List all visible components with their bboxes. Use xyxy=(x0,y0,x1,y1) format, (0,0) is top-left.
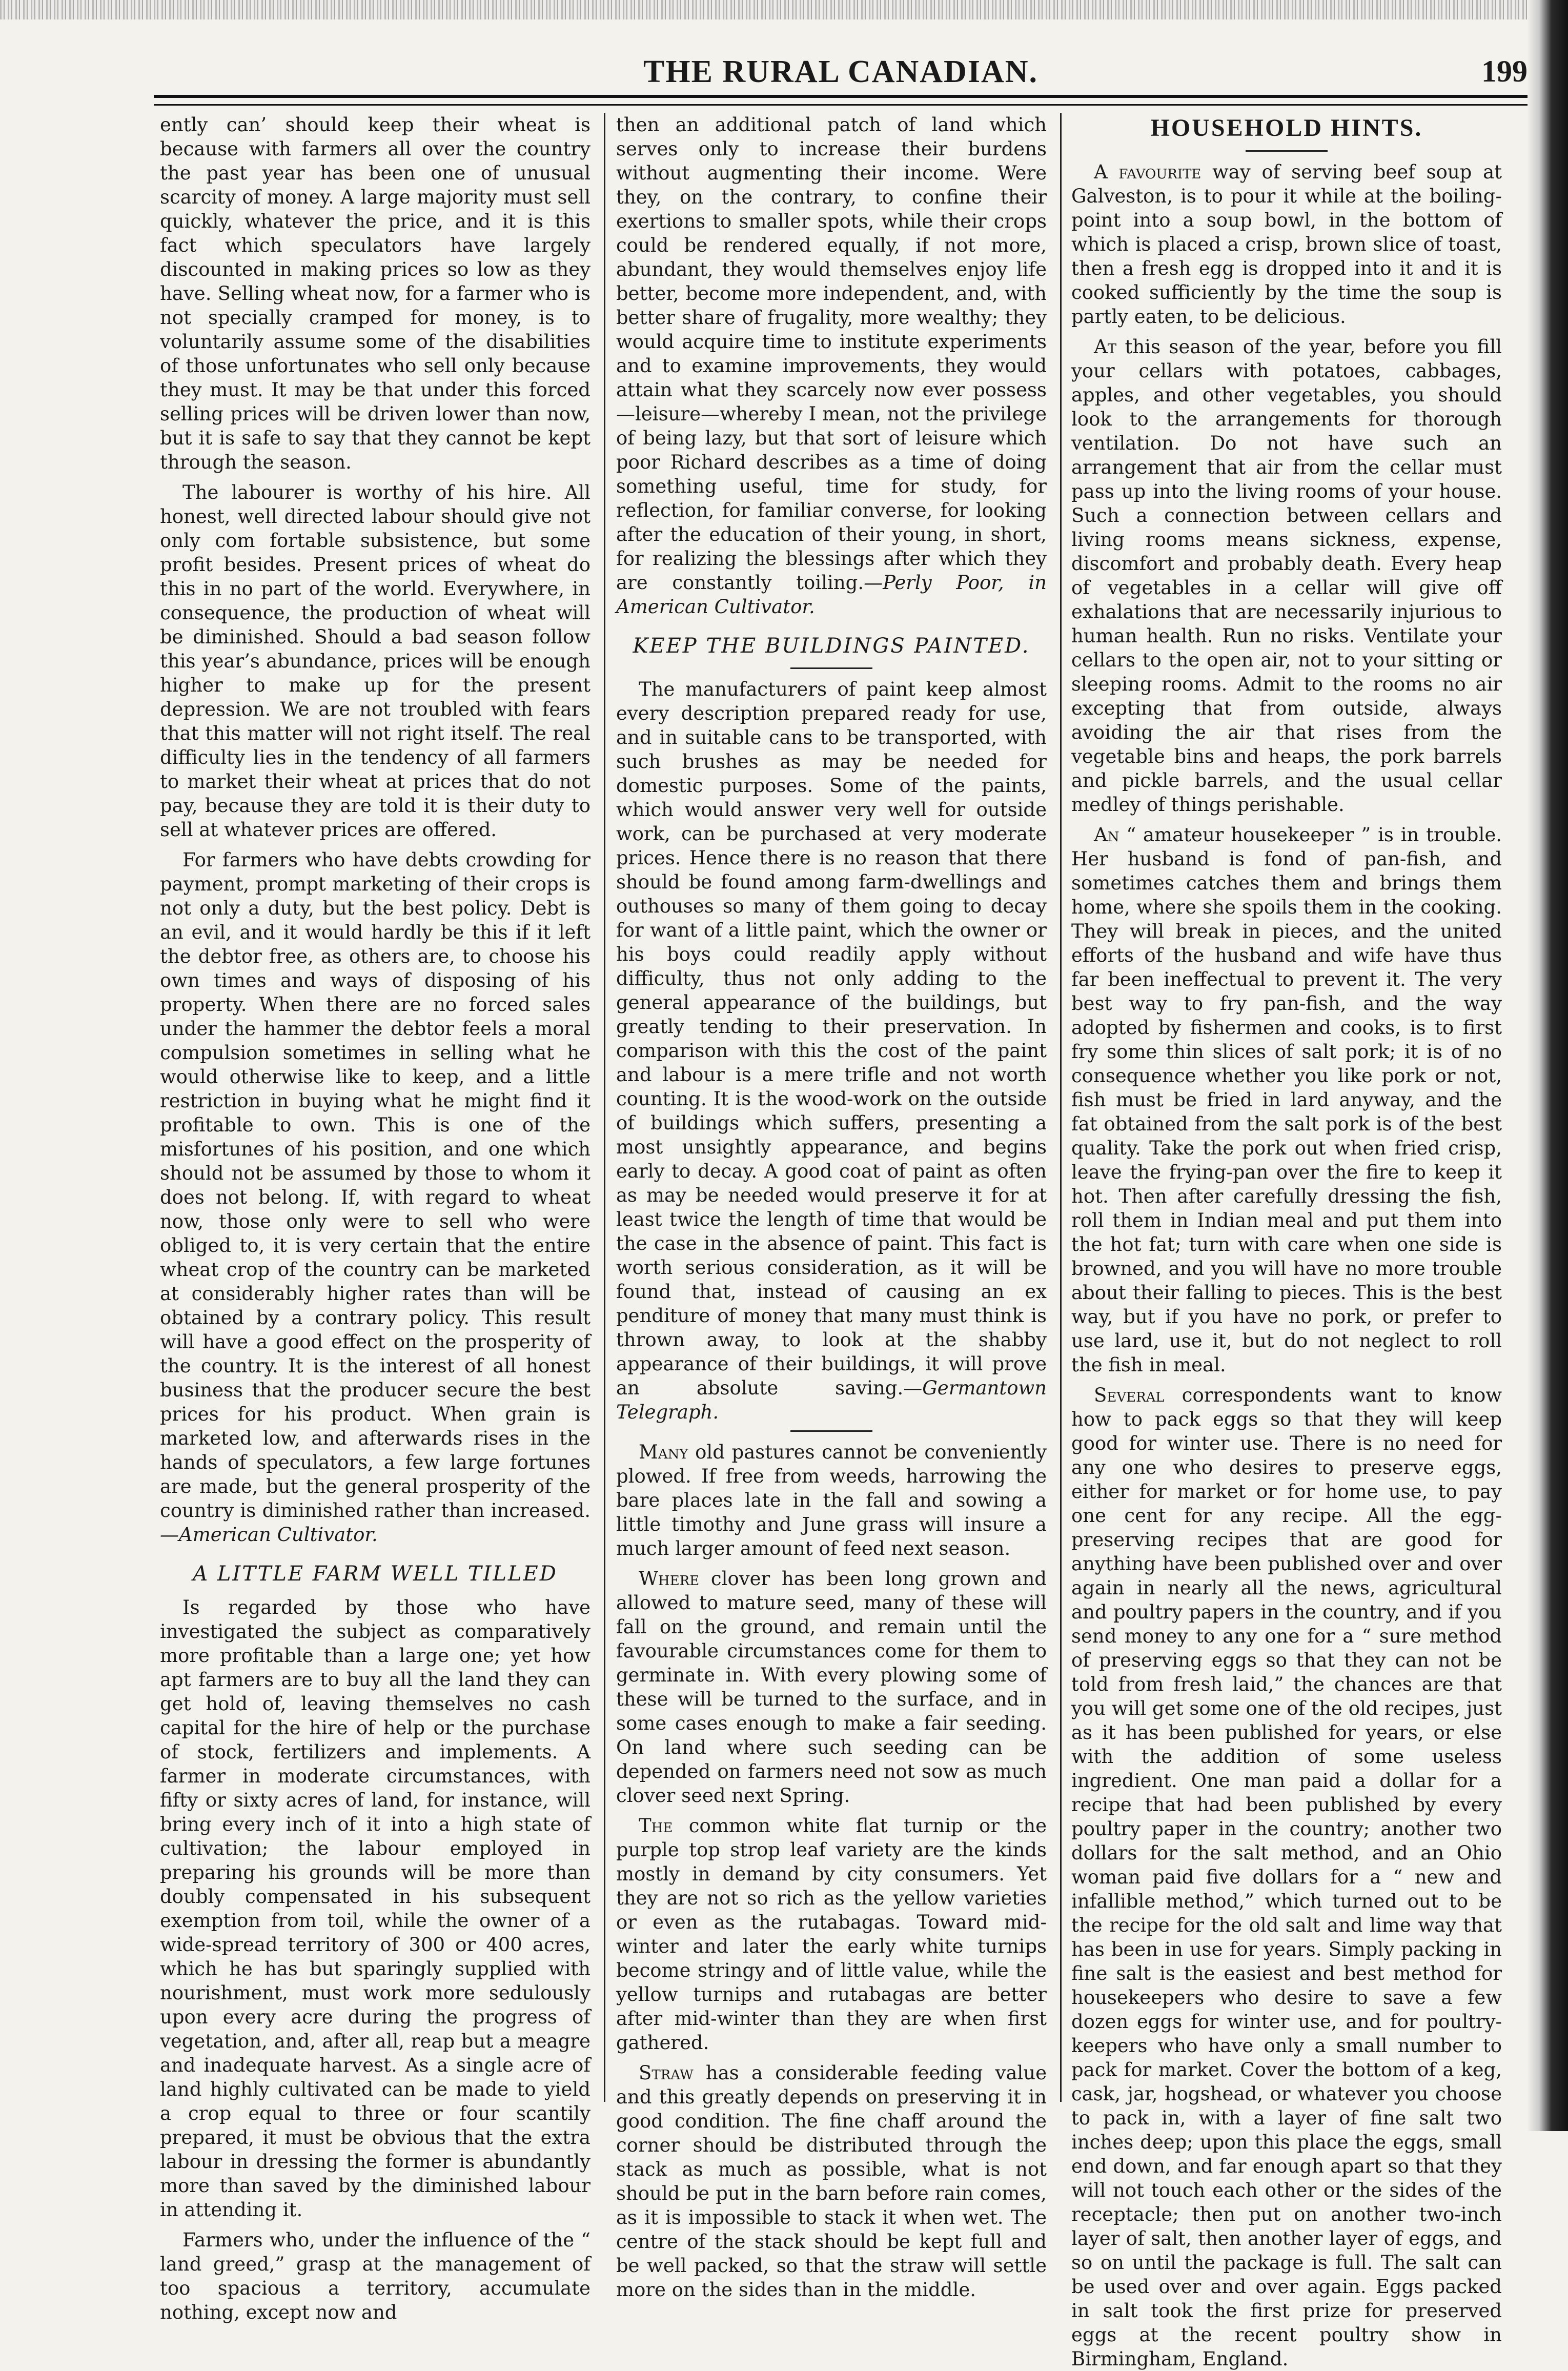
lead-word: Many xyxy=(639,1441,688,1463)
paragraph-text: clover has been long grown and allowed to mature seed, many of these will fall on the ground, and remain until the favourable circumstances come for them to germinate in. With every plowing some of these will be turned to the surface, and in some cases enough to make a fair seeding. On land where such seeding can be depended on farmers need not sow as much clover seed next Spring. xyxy=(616,1568,1047,1807)
article-paragraph xyxy=(616,1814,1047,2055)
article-source: —Germantown Telegraph. xyxy=(616,1377,1047,1423)
column-right xyxy=(1071,113,1502,2370)
lead-word: An xyxy=(1094,824,1119,846)
article-paragraph xyxy=(616,1440,1047,1561)
column-divider xyxy=(604,113,605,2102)
paragraph-text: this season of the year, before you fill your cellars with potatoes, cabbages, apples, and other vegetables, you should look to the arrangements for thorough ventilation. Do not have such an arrangement that air from the cellar must pass up into the living rooms of your house. Such a connection between cellars and living rooms means sickness, expense, discomfort and probably death. Every heap of vegetables in a cellar will give off exhalations that are necessarily injurious to human health. Run no risks. Ventilate your cellars to the open air, not to your sitting or sleeping rooms. Admit to the rooms no air excepting that from outside, always avoiding the air that rises from the vegetable bins and heaps, the pork barrels and pickle barrels, and the usual cellar medley of things perishable. xyxy=(1071,336,1502,816)
paragraph-text: “ amateur housekeeper ” is in trouble. Her husband is fond of pan-fish, and sometimes catches them and brings them home, where she spoils them in the cooking. They will break in pieces, and the united efforts of the husband and wife have thus far been ineffectual to prevent it. The very best way to fry pan-fish, and the way adopted by fishermen and cooks, is to first fry some thin slices of salt pork; it is of no consequence whether you like pork or not, fish must be fried in lard anyway, and the fat obtained from the salt pork is of the best quality. Take the pork out when fried crisp, leave the frying-pan over the fire to keep it hot. Then after carefully dressing the fish, roll them in Indian meal and put them into the hot fat; turn with care when one side is browned, and you will have no more trouble about their falling to pieces. This is the best way, but if you have no pork, or prefer to use lard, use it, but do not neglect to roll the fish in meal. xyxy=(1071,824,1502,1376)
article-paragraph xyxy=(616,677,1047,1424)
page-number: 199 xyxy=(1481,54,1528,88)
paragraph-text: then an additional patch of land which serves only to increase their burdens without augmenting their income. Were they, on the contrary, to confine their exertions to smaller spots, while their crops could be rendered equally, if not more, abundant, they would themselves enjoy life better, become more independent, and, with better share of frugality, more wealthy; they would acquire time to institute experiments and to examine improvements, they would attain what they scarcely now ever possess—leisure—whereby I mean, not the privilege of being lazy, but that sort of leisure which poor Richard describes as a time of doing something useful, time for study, for reflection, for familiar converse, for looking after the education of their young, in short, for realizing the blessings after which they are constantly toiling. xyxy=(616,114,1047,594)
paragraph-text: has a considerable feeding value and this greatly depends on preserving it in good condition. The fine chaff around the corner should be distributed through the stack as much as possible, what is not should be put in the barn before rain comes, as it is impossible to stack it when wet. The centre of the stack should be kept full and be well packed, so that the straw will settle more on the sides than in the middle. xyxy=(616,2062,1047,2301)
paragraph-text: common white flat turnip or the purple top strop leaf variety are the kinds mostly in demand by city consumers. Yet they are not so rich as the yellow varieties or even as the rutabagas. Toward mid-winter and later the early white turnips become stringy and of little value, while the yellow turnips and rutabagas are better after mid-winter than they are when first gathered. xyxy=(616,1815,1047,2054)
section-rule xyxy=(790,1430,872,1432)
paragraph-text: The manufacturers of paint keep almost every description prepared ready for use, and in suitable cans to be transported, with such brushes as may be needed for domestic purposes. Some of the paints, which would answer very well for outside work, can be purchased at very moderate prices. Hence there is no reason that there should be found among farm-dwellings and outhouses so many of them going to decay for want of a little paint, which the owner or his boys could readily apply without difficulty, thus not only adding to the general appearance of the buildings, but greatly tending to their preservation. In comparison with this the cost of the paint and labour is a mere trifle and not worth counting. It is the wood-work on the outside of buildings which suffers, presenting a most unsightly appearance, and begins early to decay. A good coat of paint as often as may be needed would preserve it for at least twice the length of time that would be the case in the absence of paint. This fact is worth serious consideration, as it will be found that, instead of causing an ex penditure of money that many must think is thrown away, to look at the shabby appearance of their buildings, it will prove an absolute saving. xyxy=(616,678,1047,1399)
column-middle xyxy=(616,113,1047,2301)
article-paragraph: The labourer is worthy of his hire. All honest, well directed labour should give not only com fortable subsistence, but some profit besides. Present prices of wheat do this in no part of the world. Everywhere, in consequence, the production of wheat will be diminished. Should a bad season follow this year’s abundance, prices will be enough higher to make up for the present depression. We are not troubled with fears that this matter will not right itself. The real difficulty lies in the tendency of all farmers to market their wheat at prices that do not pay, because they are told it is their duty to sell at whatever prices are offered. xyxy=(160,481,590,841)
heading-rule xyxy=(1246,150,1328,152)
article-paragraph: Farmers who, under the influence of the “ land greed,” grasp at the management of too spacious a territory, accumulate nothing, except now and xyxy=(160,2229,590,2323)
article-paragraph xyxy=(1071,160,1502,329)
article-heading: KEEP THE BUILDINGS PAINTED. xyxy=(633,634,1030,658)
article-paragraph xyxy=(1071,823,1502,1377)
column-left xyxy=(160,113,590,2323)
lead-word: Where xyxy=(639,1568,700,1590)
article-paragraph xyxy=(1071,1383,1502,2371)
article-source: —Perly Poor, in American Cultivator. xyxy=(616,572,1047,618)
section-heading: HOUSEHOLD HINTS. xyxy=(1150,114,1423,141)
lead-word: The xyxy=(639,1815,673,1837)
article-paragraph: ently can’ should keep their wheat is because with farmers all over the country the past year has been one of unusual scarcity of money. A large majority must sell quickly, whatever the price, and it is this fact which speculators have largely discounted in making prices so low as they have. Selling wheat now, for a farmer who is not specially cramped for money, is to voluntarily assume some of the disabilities of those unfortunates who sell only because they must. It may be that under this forced selling prices will be driven lower than now, but it is safe to say that they cannot be kept through the season. xyxy=(160,114,590,473)
paragraph-text: correspondents want to know how to pack eggs so that they will keep good for winter use. There is no need for any one who desires to preserve eggs, either for market or for home use, to pay one cent for any recipe. All the egg-preserving recipes that are good for anything have been published over and over again in nearly all the news, agricultural and poultry papers in the country, and if you send money to any one for a “ sure method of preserving eggs so that they can not be told from fresh laid,” the chances are that you will get some one of the old recipes, just as it has been published for years, or else with the addition of some useless ingredient. One man paid a dollar for a recipe that had been published by every poultry paper in the country; another two dollars for the salt method, and an Ohio woman paid five dollars for a “ new and infallible method,” which turned out to be the recipe for the old salt and lime way that has been in use for years. Simply packing in fine salt is the easiest and best method for housekeepers who desire to save a few dozen eggs for winter use, and for poultry-keepers who have only a small number to pack for market. Cover the bottom of a keg, cask, jar, hogshead, or whatever you choose to pack in, with a layer of fine salt two inches deep; upon this place the eggs, small end down, and far enough apart so that they will not touch each other or the sides of the receptacle; then put on another two-inch layer of salt, then another layer of eggs, and so on until the package is full. The salt can be used over and over again. Eggs packed in salt took the first prize for preserved eggs at the recent poultry show in Birmingham, England. xyxy=(1071,1384,1502,2370)
article-source: —American Cultivator. xyxy=(160,1524,378,1546)
lead-word: Several xyxy=(1094,1384,1165,1406)
article-paragraph: Is regarded by those who have investigated the subject as comparatively more profitable than a large one; yet how apt farmers are to buy all the land they can get hold of, leaving themselves no cash capital for the hire of help or the purchase of stock, fertilizers and implements. A farmer in moderate circumstances, with fifty or sixty acres of land, for instance, will bring every inch of it into a high state of cultivation; the labour employed in preparing his grounds will be more than doubly compensated in his subsequent exemption from toil, while the owner of a wide-spread territory of 300 or 400 acres, which he has but sparingly supplied with nourishment, must work more sedulously upon every acre during the progress of vegetation, and, after all, reap but a meagre and inadequate harvest. As a single acre of land highly cultivated can be made to yield a crop equal to three or four scantily prepared, it must be obvious that the extra labour in dressing the former is abundantly more than saved by the diminished labour in attending it. xyxy=(160,1596,590,2221)
column-divider xyxy=(1060,113,1062,2102)
article-paragraph xyxy=(1071,335,1502,817)
paragraph-text: old pastures cannot be conveniently plowed. If free from weeds, harrowing the bare places late in the fall and sowing a little timothy and June grass will insure a much larger amount of feed next season. xyxy=(616,1441,1047,1559)
paragraph-text: For farmers who have debts crowding for payment, prompt marketing of their crops is not only a duty, but the best policy. Debt is an evil, and it would hardly be this if it left the debtor free, as others are, to choose his own times and ways of disposing of his property. When there are no forced sales under the hammer the debtor feels a moral compulsion sometimes in selling what he would otherwise like to keep, and a little restriction in buying what he might find it profitable to own. This is one of the misfortunes of his position, and one which should not be assumed by those to whom it does not belong. If, with regard to wheat now, those only were to sell who were obliged to, it is very certain that the entire wheat crop of the country can be marketed at considerably higher rates than will be obtained by a contrary policy. This result will have a good effect on the prosperity of the country. It is the interest of all honest business that the producer secure the best prices for his product. When grain is marketed low, and afterwards rises in the hands of speculators, a few large fortunes are made, but the general prosperity of the country is diminished rather than increased. xyxy=(160,849,590,1522)
paragraph-text: way of serving beef soup at Galveston, is to pour it while at the boiling-point into a soup bowl, in the bottom of which is placed a crisp, brown slice of toast, then a fresh egg is dropped into it and it is cooked sufficiently by the time the soup is partly eaten, to be delicious. xyxy=(1071,161,1502,328)
scan-binding-shadow xyxy=(1527,0,1568,2131)
article-heading: A LITTLE FARM WELL TILLED xyxy=(193,1562,558,1586)
lead-word: Straw xyxy=(639,2062,694,2084)
heading-rule xyxy=(790,667,872,669)
lead-word: A favourite xyxy=(1094,161,1202,183)
article-paragraph xyxy=(616,1567,1047,1808)
article-paragraph xyxy=(616,113,1047,619)
page-header xyxy=(154,49,1528,100)
article-paragraph xyxy=(616,2061,1047,2302)
publication-title: THE RURAL CANADIAN. xyxy=(643,54,1038,89)
lead-word: At xyxy=(1094,336,1117,358)
scan-edge-noise xyxy=(0,0,1568,19)
header-rule xyxy=(154,95,1528,106)
article-paragraph xyxy=(160,848,590,1547)
